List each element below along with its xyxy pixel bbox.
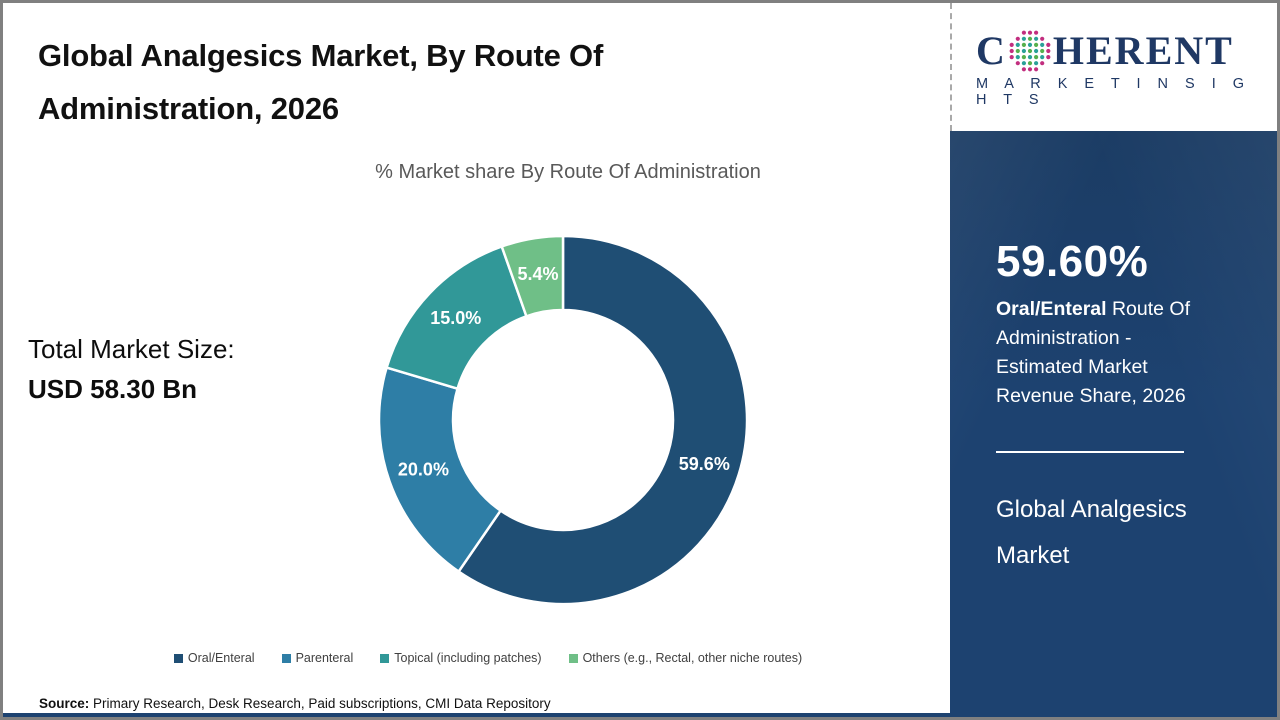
market-name-line2: Market bbox=[996, 542, 1070, 569]
donut-chart-svg bbox=[371, 228, 755, 612]
globe-dot bbox=[1040, 43, 1044, 47]
globe-dot bbox=[1028, 37, 1032, 41]
globe-dot bbox=[1034, 61, 1038, 65]
highlight-panel bbox=[950, 131, 1277, 717]
brand-logo bbox=[950, 3, 1277, 131]
globe-dot bbox=[1046, 55, 1050, 59]
globe-dot bbox=[1022, 61, 1026, 65]
globe-dot bbox=[1022, 37, 1026, 41]
total-market-size-label: Total Market Size: bbox=[28, 334, 235, 364]
source-text: Primary Research, Desk Research, Paid subscriptions, CMI Data Repository bbox=[89, 696, 551, 711]
globe-dot bbox=[1022, 49, 1026, 53]
chart-legend bbox=[48, 651, 928, 665]
legend-item bbox=[174, 651, 255, 665]
legend-label: Parenteral bbox=[295, 651, 354, 665]
globe-dot bbox=[1016, 43, 1020, 47]
globe-dot bbox=[1028, 61, 1032, 65]
globe-dot bbox=[1009, 55, 1013, 59]
logo-row bbox=[976, 29, 1277, 73]
legend-marker bbox=[282, 654, 291, 663]
logo-globe-icon bbox=[1008, 29, 1052, 73]
globe-dot bbox=[1034, 55, 1038, 59]
donut-chart bbox=[371, 228, 755, 612]
globe-dot bbox=[1022, 43, 1026, 47]
legend-marker bbox=[569, 654, 578, 663]
globe-dot bbox=[1028, 55, 1032, 59]
legend-item bbox=[569, 651, 803, 665]
logo-letters-rest: HERENT bbox=[1052, 28, 1234, 73]
globe-dot bbox=[1034, 31, 1038, 35]
total-market-size-value: USD 58.30 Bn bbox=[28, 374, 198, 404]
legend-item bbox=[282, 651, 354, 665]
logo-tagline: M A R K E T I N S I G H T S bbox=[976, 76, 1251, 108]
globe-dot bbox=[1034, 49, 1038, 53]
globe-dot bbox=[1016, 37, 1020, 41]
page-title: Global Analgesics Market, By Route Of Administration, 2026 bbox=[38, 38, 604, 126]
panel-divider bbox=[996, 451, 1184, 453]
globe-dot bbox=[1009, 43, 1013, 47]
donut-segment-label: 59.6% bbox=[678, 453, 730, 474]
donut-segment-label: 20.0% bbox=[397, 459, 449, 480]
globe-dot bbox=[1022, 31, 1026, 35]
globe-dot bbox=[1040, 55, 1044, 59]
donut-segment-label: 15.0% bbox=[430, 308, 482, 329]
logo-letter-c: C bbox=[976, 28, 1007, 73]
source-line bbox=[39, 696, 551, 711]
market-name bbox=[996, 487, 1253, 579]
legend-label: Oral/Enteral bbox=[187, 651, 255, 665]
globe-dot bbox=[1034, 67, 1038, 71]
globe-dot bbox=[1040, 49, 1044, 53]
globe-dot bbox=[1034, 43, 1038, 47]
globe-dot bbox=[1028, 31, 1032, 35]
legend-label: Topical (including patches) bbox=[394, 651, 542, 665]
legend-label: Others (e.g., Rectal, other niche routes) bbox=[582, 651, 803, 665]
globe-dot bbox=[1016, 49, 1020, 53]
stat-description-text: Route Of Administration - Estimated Market Revenue Share, 2026 bbox=[996, 298, 1191, 407]
stat-value: 59.60% bbox=[996, 237, 1149, 286]
market-name-line1: Global Analgesics bbox=[996, 496, 1187, 523]
globe-dot bbox=[1046, 49, 1050, 53]
globe-dot bbox=[1016, 61, 1020, 65]
chart-subtitle: % Market share By Route Of Administration bbox=[375, 161, 761, 183]
stat-description-bold: Oral/Enteral bbox=[996, 298, 1107, 320]
source-label: Source: bbox=[39, 696, 90, 711]
bottom-accent-bar bbox=[3, 713, 950, 717]
legend-marker bbox=[174, 654, 183, 663]
stat-description bbox=[996, 295, 1218, 411]
globe-dot bbox=[1022, 55, 1026, 59]
globe-dot bbox=[1028, 67, 1032, 71]
globe-dot bbox=[1022, 67, 1026, 71]
globe-dot bbox=[1046, 43, 1050, 47]
globe-dot bbox=[1016, 55, 1020, 59]
globe-dot bbox=[1040, 61, 1044, 65]
sidebar bbox=[950, 3, 1277, 717]
donut-segment-label: 5.4% bbox=[517, 264, 559, 285]
globe-dot bbox=[1034, 37, 1038, 41]
globe-dot bbox=[1028, 43, 1032, 47]
total-market-size bbox=[28, 329, 235, 409]
globe-dot bbox=[1040, 37, 1044, 41]
globe-dot bbox=[1028, 49, 1032, 53]
globe-dot bbox=[1009, 49, 1013, 53]
legend-marker bbox=[380, 654, 389, 663]
legend-item bbox=[380, 651, 541, 665]
chart-area bbox=[3, 3, 950, 717]
